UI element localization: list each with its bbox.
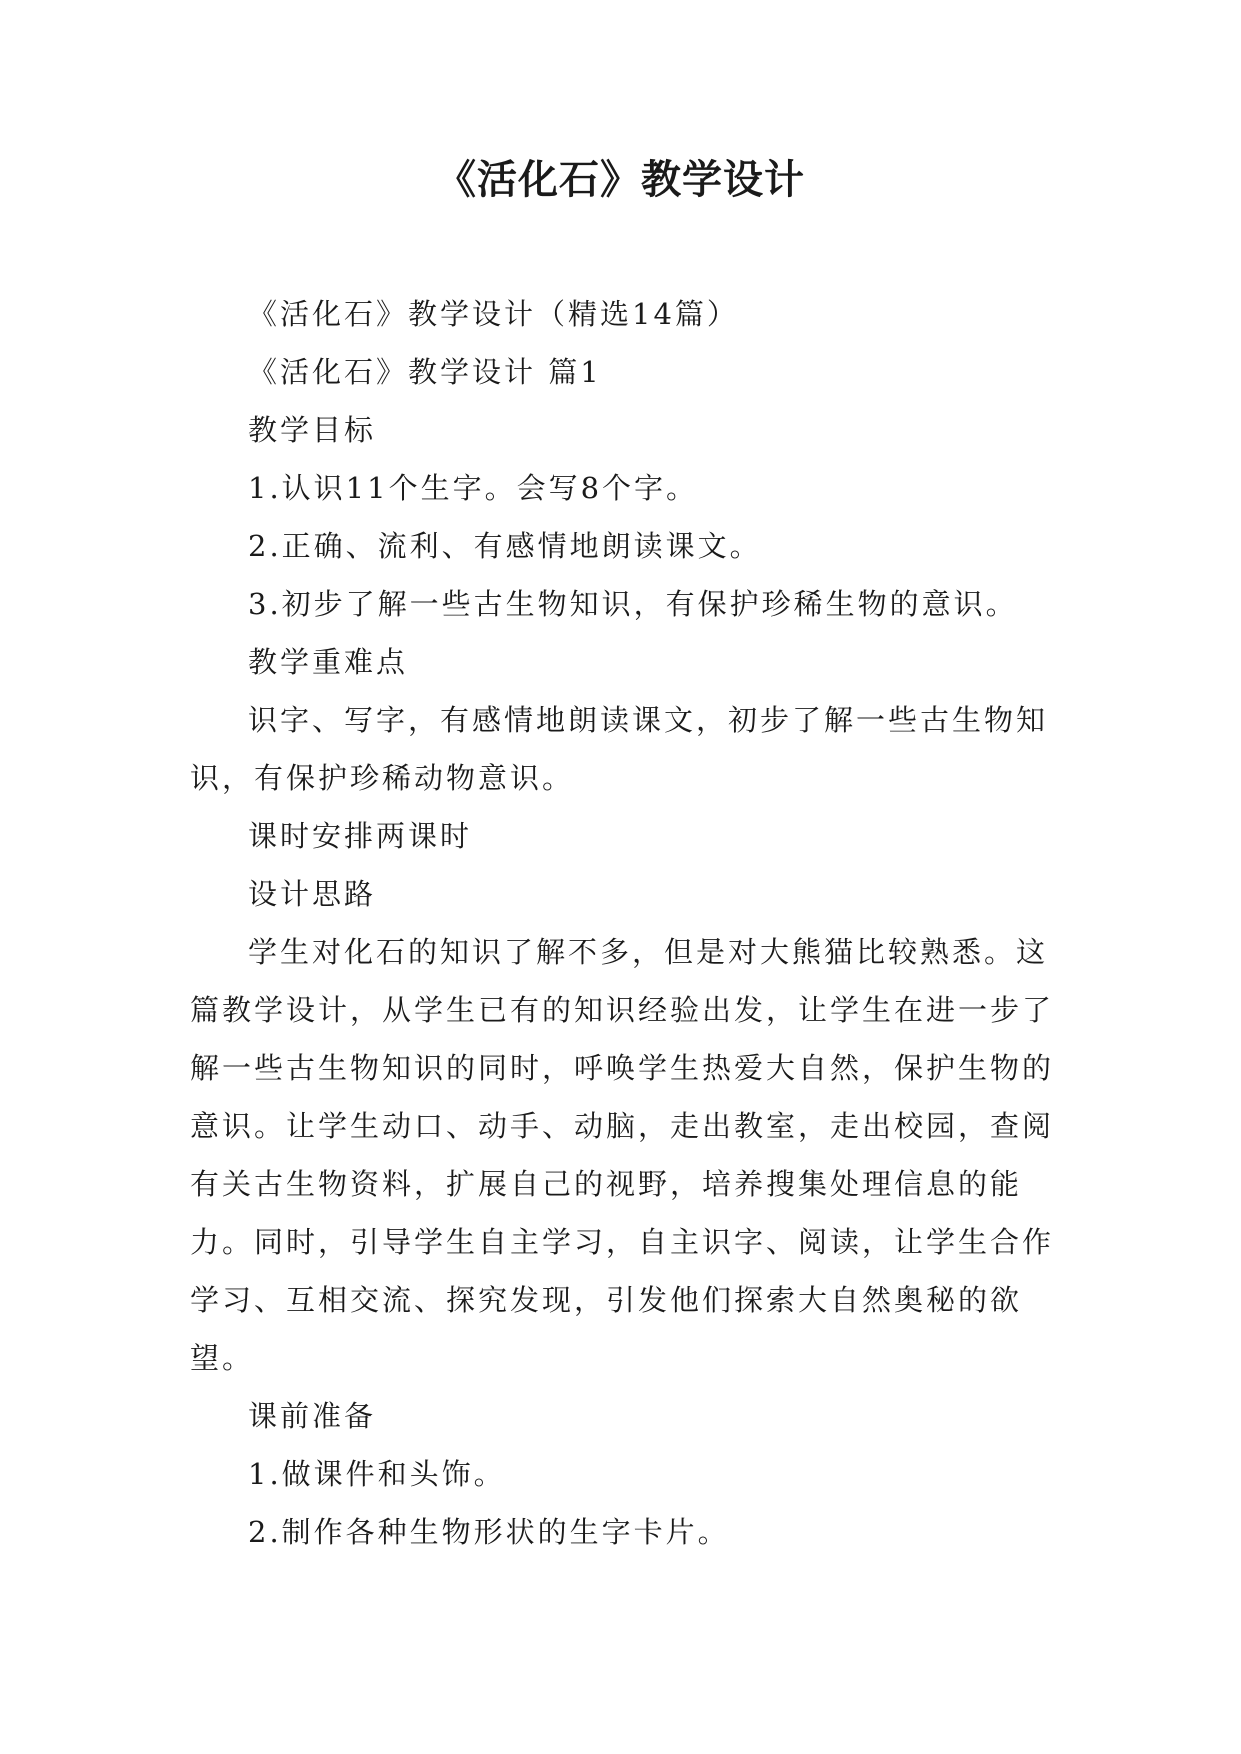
goal-item: 1.认识11个生字。会写8个字。 [248,471,699,505]
goal-item: 2.正确、流利、有感情地朗读课文。 [248,529,762,563]
preparation-item: 1.做课件和头饰。 [248,1457,506,1491]
heading-key-points: 教学重难点 [248,645,409,679]
design-idea-text: 学生对化石的知识了解不多，但是对大熊猫比较熟悉。这篇教学设计，从学生已有的知识经验出发，让学生在进一步了解一些古生物知识的同时，呼唤学生热爱大自然，保护生物的意识。让学生动口、动手、动脑，走出教室，走出校园，查阅有关古生物资料，扩展自己的视野，培养搜集处理信息的能力。同时，引导学生自主学习，自主识字、阅读，让学生合作学习、互相交流、探究发现，引发他们探索大自然奥秘的欲望。 [190,935,1055,1375]
goal-item: 3.初步了解一些古生物知识，有保护珍稀生物的意识。 [248,587,1018,621]
preparation-item: 2.制作各种生物形状的生字卡片。 [248,1515,730,1549]
document-title: 《活化石》教学设计 [436,157,805,203]
subtitle-line: 《活化石》教学设计（精选14篇） [248,297,739,331]
section-heading: 《活化石》教学设计 篇1 [248,355,602,389]
heading-design-idea: 设计思路 [248,877,377,911]
schedule-text: 课时安排两课时 [248,819,473,853]
heading-teaching-goals: 教学目标 [248,413,377,447]
key-points-text: 识字、写字，有感情地朗读课文，初步了解一些古生物知识，有保护珍稀动物意识。 [190,703,1049,795]
heading-preparation: 课前准备 [248,1399,377,1433]
document-body [190,285,1054,1561]
